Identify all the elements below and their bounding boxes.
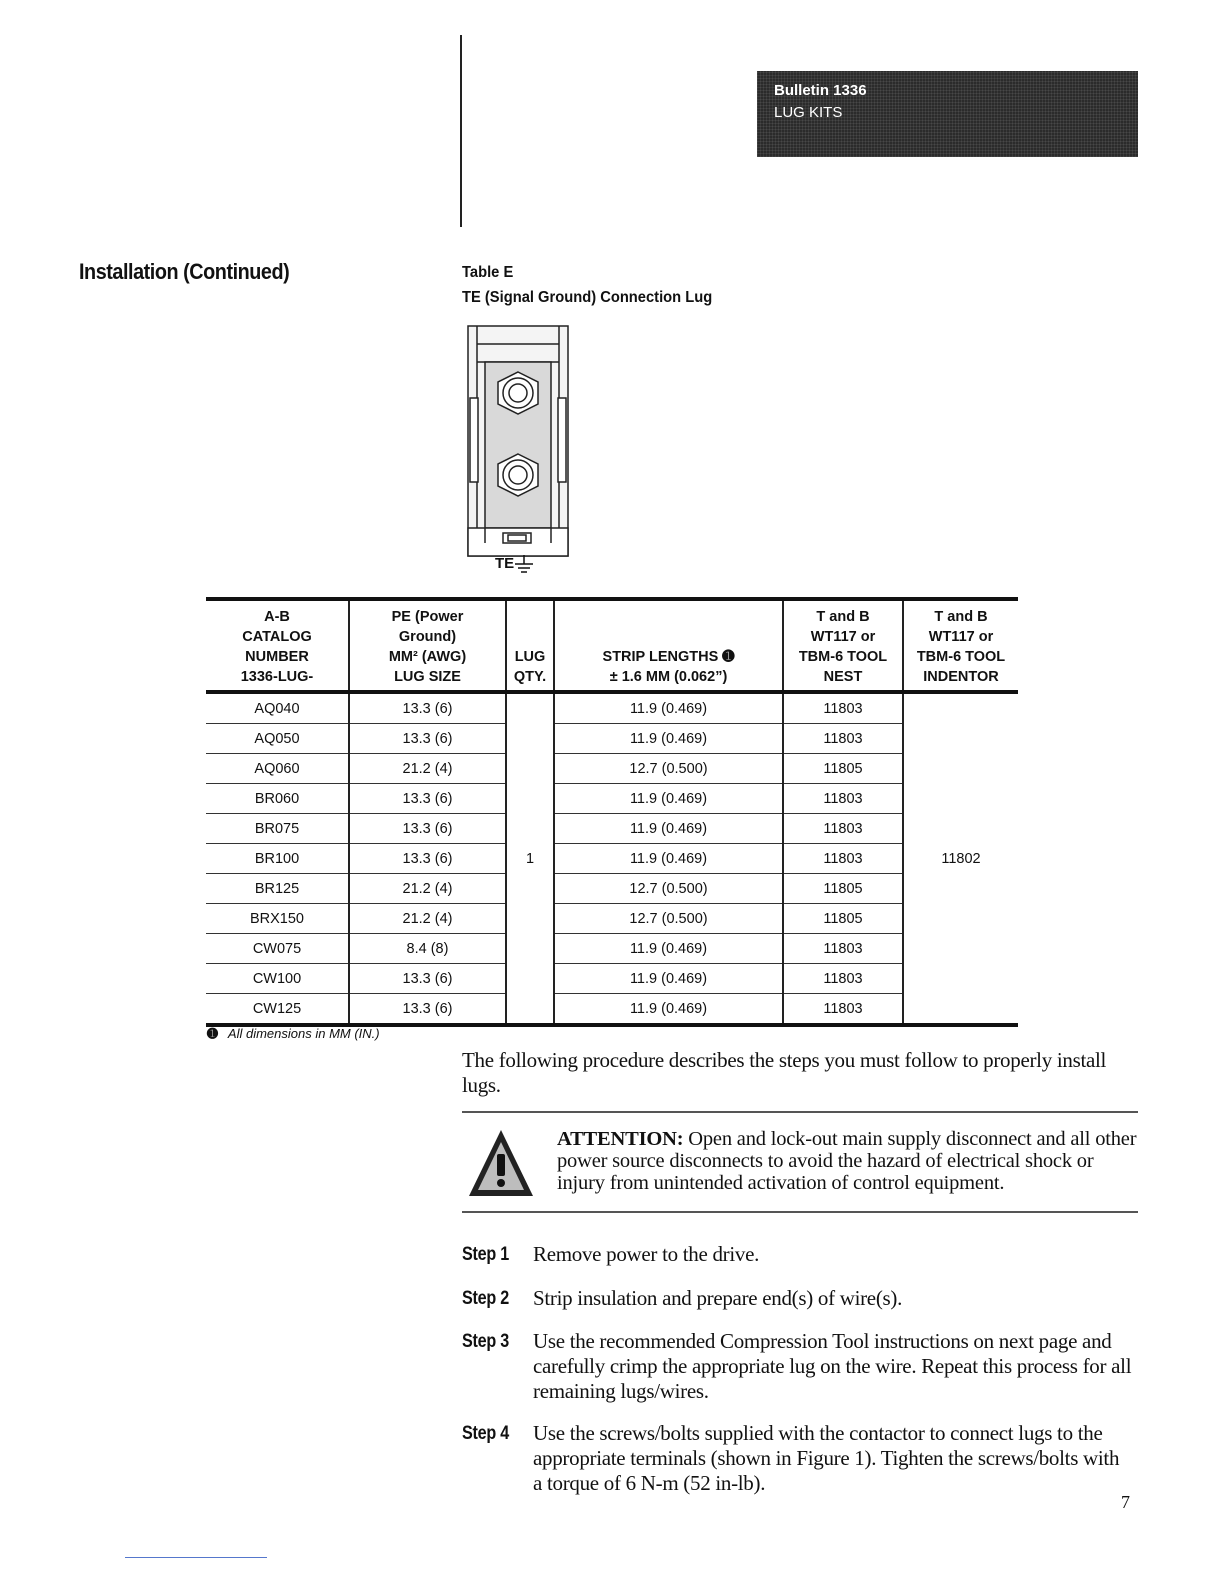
cell-strip: 12.7 (0.500) bbox=[554, 904, 783, 934]
table-row bbox=[206, 994, 1018, 1026]
cell-strip: 11.9 (0.469) bbox=[554, 724, 783, 754]
cell-nest: 11803 bbox=[783, 784, 903, 814]
cell-lug-qty: 1 bbox=[506, 692, 554, 1025]
section-title: Installation (Continued) bbox=[79, 259, 290, 284]
table-footnote bbox=[207, 1026, 380, 1042]
intro-paragraph: The following procedure describes the steps you must follow to properly install lugs. bbox=[462, 1048, 1107, 1097]
cell-catalog: CW125 bbox=[206, 994, 349, 1026]
attention-text bbox=[557, 1128, 1137, 1194]
table-row bbox=[206, 934, 1018, 964]
cell-pe: 13.3 (6) bbox=[349, 964, 506, 994]
attention-bottom-rule bbox=[462, 1211, 1138, 1213]
col-indentor-header: T and B WT117 or TBM-6 TOOL INDENTOR bbox=[903, 599, 1018, 692]
attention-label: ATTENTION: bbox=[557, 1128, 684, 1150]
step-text: Use the screws/bolts supplied with the contactor to connect lugs to the appropriate terminals (shown in Figure 1). Tighten the screws/bolts with a torque of 6 N-m (52 in-lb). bbox=[533, 1421, 1120, 1495]
te-figure-label: TE bbox=[495, 555, 515, 572]
cell-pe: 13.3 (6) bbox=[349, 994, 506, 1026]
cell-nest: 11803 bbox=[783, 724, 903, 754]
table-caption: TE (Signal Ground) Connection Lug bbox=[462, 289, 713, 306]
page-number: 7 bbox=[1121, 1492, 1130, 1512]
step-4 bbox=[462, 1421, 1142, 1496]
table-row bbox=[206, 964, 1018, 994]
cell-strip: 11.9 (0.469) bbox=[554, 784, 783, 814]
cell-catalog: CW100 bbox=[206, 964, 349, 994]
cell-nest: 11803 bbox=[783, 692, 903, 724]
step-text: Remove power to the drive. bbox=[533, 1242, 760, 1266]
attention-body: Open and lock-out main supply disconnect and all other power source disconnects to avoid the hazard of electrical shock or injury from unintended activation of control equipment. bbox=[557, 1128, 1137, 1194]
table-label: Table E bbox=[462, 264, 514, 281]
table-row bbox=[206, 724, 1018, 754]
cell-strip: 11.9 (0.469) bbox=[554, 994, 783, 1026]
cell-indentor: 11802 bbox=[903, 692, 1018, 1025]
cell-strip: 11.9 (0.469) bbox=[554, 964, 783, 994]
bottom-rule bbox=[125, 1557, 267, 1558]
table-row bbox=[206, 874, 1018, 904]
cell-catalog: AQ060 bbox=[206, 754, 349, 784]
cell-catalog: BRX150 bbox=[206, 904, 349, 934]
step-label: Step 3 bbox=[462, 1331, 509, 1352]
cell-nest: 11805 bbox=[783, 874, 903, 904]
bulletin-subtitle: LUG KITS bbox=[774, 104, 843, 121]
table-row bbox=[206, 692, 1018, 724]
cell-nest: 11803 bbox=[783, 964, 903, 994]
cell-nest: 11803 bbox=[783, 994, 903, 1026]
step-text: Use the recommended Compression Tool instructions on next page and carefully crimp the appropriate lug on the wire. Repeat this process for all remaining lugs/wires. bbox=[533, 1329, 1132, 1403]
cell-pe: 21.2 (4) bbox=[349, 754, 506, 784]
cell-pe: 21.2 (4) bbox=[349, 904, 506, 934]
cell-pe: 13.3 (6) bbox=[349, 724, 506, 754]
cell-catalog: BR125 bbox=[206, 874, 349, 904]
warning-triangle-icon bbox=[466, 1127, 536, 1199]
table-row bbox=[206, 784, 1018, 814]
cell-strip: 11.9 (0.469) bbox=[554, 844, 783, 874]
step-2 bbox=[462, 1286, 1142, 1311]
bulletin-banner bbox=[757, 71, 1138, 157]
bulletin-number: Bulletin 1336 bbox=[774, 82, 867, 99]
cell-pe: 13.3 (6) bbox=[349, 844, 506, 874]
step-label: Step 1 bbox=[462, 1244, 509, 1265]
te-lug-figure bbox=[463, 322, 573, 574]
col-strip-header: STRIP LENGTHS ➊ ± 1.6 MM (0.062”) bbox=[554, 599, 783, 692]
cell-strip: 12.7 (0.500) bbox=[554, 874, 783, 904]
cell-pe: 13.3 (6) bbox=[349, 692, 506, 724]
ground-symbol-icon bbox=[515, 555, 533, 572]
col-pe-header: PE (Power Ground) MM² (AWG) LUG SIZE bbox=[349, 599, 506, 692]
footnote-text: All dimensions in MM (IN.) bbox=[227, 1026, 380, 1041]
cell-nest: 11803 bbox=[783, 934, 903, 964]
table-row bbox=[206, 754, 1018, 784]
cell-pe: 8.4 (8) bbox=[349, 934, 506, 964]
cell-catalog: BR100 bbox=[206, 844, 349, 874]
lug-table bbox=[206, 597, 1018, 1027]
step-1 bbox=[462, 1242, 1142, 1267]
cell-strip: 11.9 (0.469) bbox=[554, 814, 783, 844]
cell-pe: 13.3 (6) bbox=[349, 814, 506, 844]
cell-catalog: AQ040 bbox=[206, 692, 349, 724]
cell-catalog: CW075 bbox=[206, 934, 349, 964]
cell-nest: 11803 bbox=[783, 844, 903, 874]
table-row bbox=[206, 844, 1018, 874]
cell-pe: 21.2 (4) bbox=[349, 874, 506, 904]
col-catalog-header: A-B CATALOG NUMBER 1336-LUG- bbox=[206, 599, 349, 692]
cell-nest: 11805 bbox=[783, 904, 903, 934]
col-nest-header: T and B WT117 or TBM-6 TOOL NEST bbox=[783, 599, 903, 692]
cell-strip: 12.7 (0.500) bbox=[554, 754, 783, 784]
lug-table-body bbox=[206, 692, 1018, 1025]
cell-nest: 11805 bbox=[783, 754, 903, 784]
footnote-marker: ➊ bbox=[207, 1026, 218, 1041]
attention-top-rule bbox=[462, 1111, 1138, 1113]
table-row bbox=[206, 814, 1018, 844]
cell-nest: 11803 bbox=[783, 814, 903, 844]
cell-strip: 11.9 (0.469) bbox=[554, 934, 783, 964]
cell-catalog: BR060 bbox=[206, 784, 349, 814]
cell-pe: 13.3 (6) bbox=[349, 784, 506, 814]
cell-catalog: BR075 bbox=[206, 814, 349, 844]
step-text: Strip insulation and prepare end(s) of wire(s). bbox=[533, 1286, 903, 1310]
step-label: Step 4 bbox=[462, 1423, 509, 1444]
cell-catalog: AQ050 bbox=[206, 724, 349, 754]
col-qty-header: LUG QTY. bbox=[506, 599, 554, 692]
cell-strip: 11.9 (0.469) bbox=[554, 692, 783, 724]
margin-rule bbox=[460, 35, 462, 227]
step-3 bbox=[462, 1329, 1142, 1404]
table-row bbox=[206, 904, 1018, 934]
step-label: Step 2 bbox=[462, 1288, 509, 1309]
table-header-row bbox=[206, 599, 1018, 692]
